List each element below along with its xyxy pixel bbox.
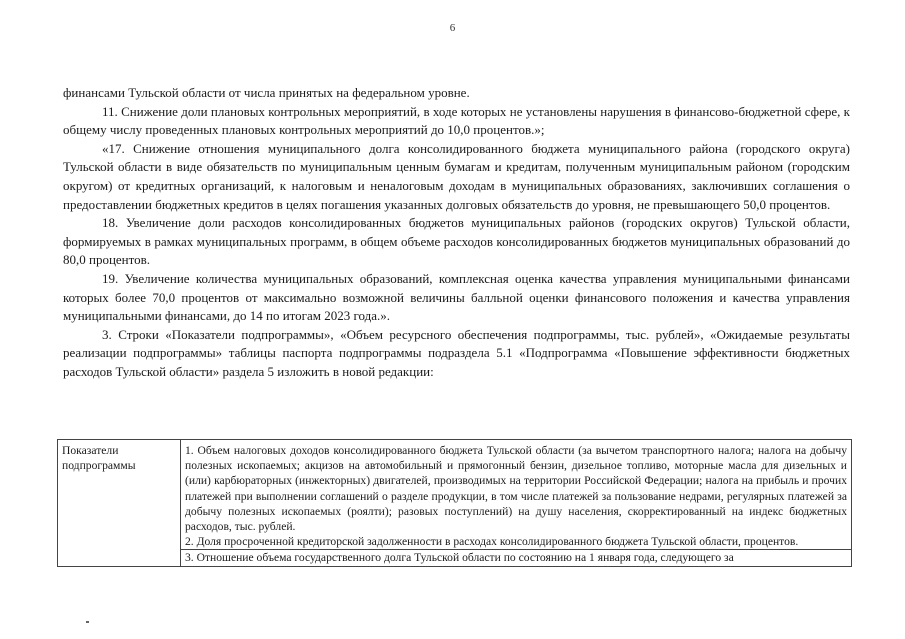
- page-number: 6: [449, 22, 456, 34]
- scan-mark: [86, 621, 89, 623]
- paragraph: 3. Строки «Показатели подпрограммы», «Объем ресурсного обеспечения подпрограммы, тыс. рублей», «Ожидаемые результаты реализации подпрограммы» таблицы паспорта подпрограммы подраздела 5.1 «Подпрограмма «Повышение эффективности бюджетных расходов Тульской области» раздела 5 изложить в новой редакции:: [63, 326, 850, 379]
- passport-table: [57, 439, 852, 567]
- paragraph: 19. Увеличение количества муниципальных образований, комплексная оценка качества управления муниципальными финансами которых более 70,0 процентов от максимально возможной величины балльной оценки финансового положения и качества управления муниципальными финансами, до 14 по итогам 2023 года.».: [63, 270, 850, 324]
- paragraph: 11. Снижение доли плановых контрольных мероприятий, в ходе которых не установлены нарушения в финансово-бюджетной сфере, к общему числу проведенных плановых контрольных мероприятий до 10,0 процентов.»;: [63, 103, 850, 138]
- document-body: [63, 84, 850, 382]
- paragraph: «17. Снижение отношения муниципального долга консолидированного бюджета муниципального района (городского округа) Тульской области в виде обязательств по муниципальным ценным бумагам и кредитам, полученным муниципальным районом (городским округом) от кредитных организаций, к налоговым и неналоговым доходам в муниципальных образованиях, заключивших соглашения о предоставлении бюджетных кредитов в целях погашения указанных долговых обязательств до уровня, не превышающего 50,0 процентов.: [63, 140, 850, 212]
- paragraph: финансами Тульской области от числа принятых на федеральном уровне.: [63, 85, 470, 100]
- indicator-item: 2. Доля просроченной кредиторской задолженности в расходах консолидированного бюджета Тульской области, процентов.: [185, 535, 799, 549]
- indicator-item: 3. Отношение объема государственного долга Тульской области по состоянию на 1 января года, следующего за: [181, 549, 851, 565]
- indicator-item: 1. Объем налоговых доходов консолидированного бюджета Тульской области (за вычетом транспортного налога; налога на добычу полезных ископаемых; акцизов на автомобильный и прямогонный бензин, дизельное топливо, моторные масла для дизельных и (или) карбюраторных (инжекторных) двигателей, производимых на территории Российской Федерации; налога на прибыль и прочих платежей при выполнении соглашений о разделе продукции, в том числе платежей за пользование недрами, регулярных платежей за добычу полезных ископаемых (роялти); разовых поступлений) на душу населения, скорректированный на индекс бюджетных расходов, тыс. рублей.: [185, 444, 847, 534]
- table-label-cell: Показатели подпрограммы: [58, 440, 181, 567]
- table-row: [58, 440, 852, 567]
- table-content-cell: [181, 440, 852, 567]
- paragraph: 18. Увеличение доли расходов консолидированных бюджетов муниципальных районов (городских округов) Тульской области, формируемых в рамках муниципальных программ, в общем объеме расходов консолидированных бюджетов муниципальных образований до 80,0 процентов.: [63, 215, 850, 268]
